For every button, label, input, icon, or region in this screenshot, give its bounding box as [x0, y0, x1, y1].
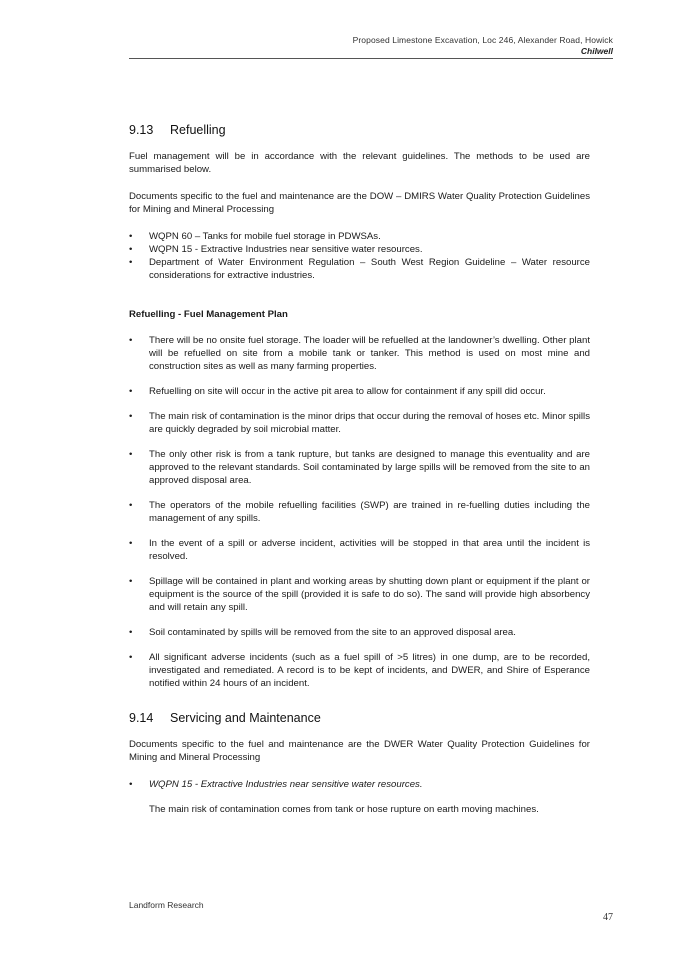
header-project-title: Proposed Limestone Excavation, Loc 246, Alexander Road, Howick [352, 35, 613, 45]
servicing-risk-paragraph: The main risk of contamination comes from tank or hose rupture on earth moving machines. [149, 804, 539, 815]
header-client-name: Chilwell [580, 46, 613, 56]
section-heading-refuelling [129, 124, 590, 137]
section-number: 9.14 [129, 711, 154, 725]
fuel-management-plan-list [129, 334, 590, 690]
servicing-documents-paragraph: Documents specific to the fuel and maintenance are the DWER Water Quality Protection Guidelines for Mining and Mineral Processing [129, 739, 590, 763]
page-content [129, 124, 590, 816]
section-number: 9.13 [129, 123, 154, 137]
header-divider [129, 58, 613, 59]
list-item: • Refuelling on site will occur in the active pit area to allow for containment if any spill did occur. [129, 385, 590, 398]
list-item: • Soil contaminated by spills will be removed from the site to an approved disposal area. [129, 626, 590, 639]
section-title: Refuelling [170, 123, 226, 137]
list-item: • Spillage will be contained in plant and working areas by shutting down plant or equipment if the plant or equipment is the source of the spill (provided it is safe to do so). The sand will provide high absorbency and will retain any spill. [129, 575, 590, 614]
fuel-management-plan-heading: Refuelling - Fuel Management Plan [129, 309, 288, 320]
list-item: • The only other risk is from a tank rupture, but tanks are designed to manage this eventuality and are approved to the relevant standards. Soil contaminated by large spills will be removed from the site to an approved disposal area. [129, 448, 590, 487]
section-title: Servicing and Maintenance [170, 711, 321, 725]
guideline-list [129, 230, 590, 282]
list-item: • There will be no onsite fuel storage. The loader will be refuelled at the landowner’s dwelling. Other plant will be refuelled on site from a mobile tank or tanker. This method is used on most mine and construction sites as well as many farming properties. [129, 334, 590, 373]
list-item: • The main risk of contamination is the minor drips that occur during the removal of hoses etc. Minor spills are quickly degraded by soil microbial matter. [129, 410, 590, 436]
servicing-guideline-list [129, 778, 590, 791]
list-item: • WQPN 15 - Extractive Industries near sensitive water resources. [129, 778, 590, 791]
footer-company: Landform Research [129, 900, 204, 910]
refuelling-documents-paragraph: Documents specific to the fuel and maintenance are the DOW – DMIRS Water Quality Protection Guidelines for Mining and Mineral Processing [129, 191, 590, 215]
list-item: • WQPN 60 – Tanks for mobile fuel storage in PDWSAs. [129, 230, 590, 243]
list-item: • All significant adverse incidents (such as a fuel spill of >5 litres) in one dump, are to be recorded, investigated and remediated. A record is to be kept of incidents, and DWER, and Shire of Esperance notified within 24 hours of an incident. [129, 651, 590, 690]
refuelling-intro-paragraph: Fuel management will be in accordance with the relevant guidelines. The methods to be used are summarised below. [129, 151, 590, 175]
list-item: • The operators of the mobile refuelling facilities (SWP) are trained in re-fuelling duties including the management of any spills. [129, 499, 590, 525]
list-item: • In the event of a spill or adverse incident, activities will be stopped in that area until the incident is resolved. [129, 537, 590, 563]
page-number: 47 [603, 912, 613, 923]
list-item: • WQPN 15 - Extractive Industries near sensitive water resources. [129, 243, 590, 256]
list-item: • Department of Water Environment Regulation – South West Region Guideline – Water resource considerations for extractive industries. [129, 256, 590, 282]
section-heading-servicing [129, 712, 590, 725]
